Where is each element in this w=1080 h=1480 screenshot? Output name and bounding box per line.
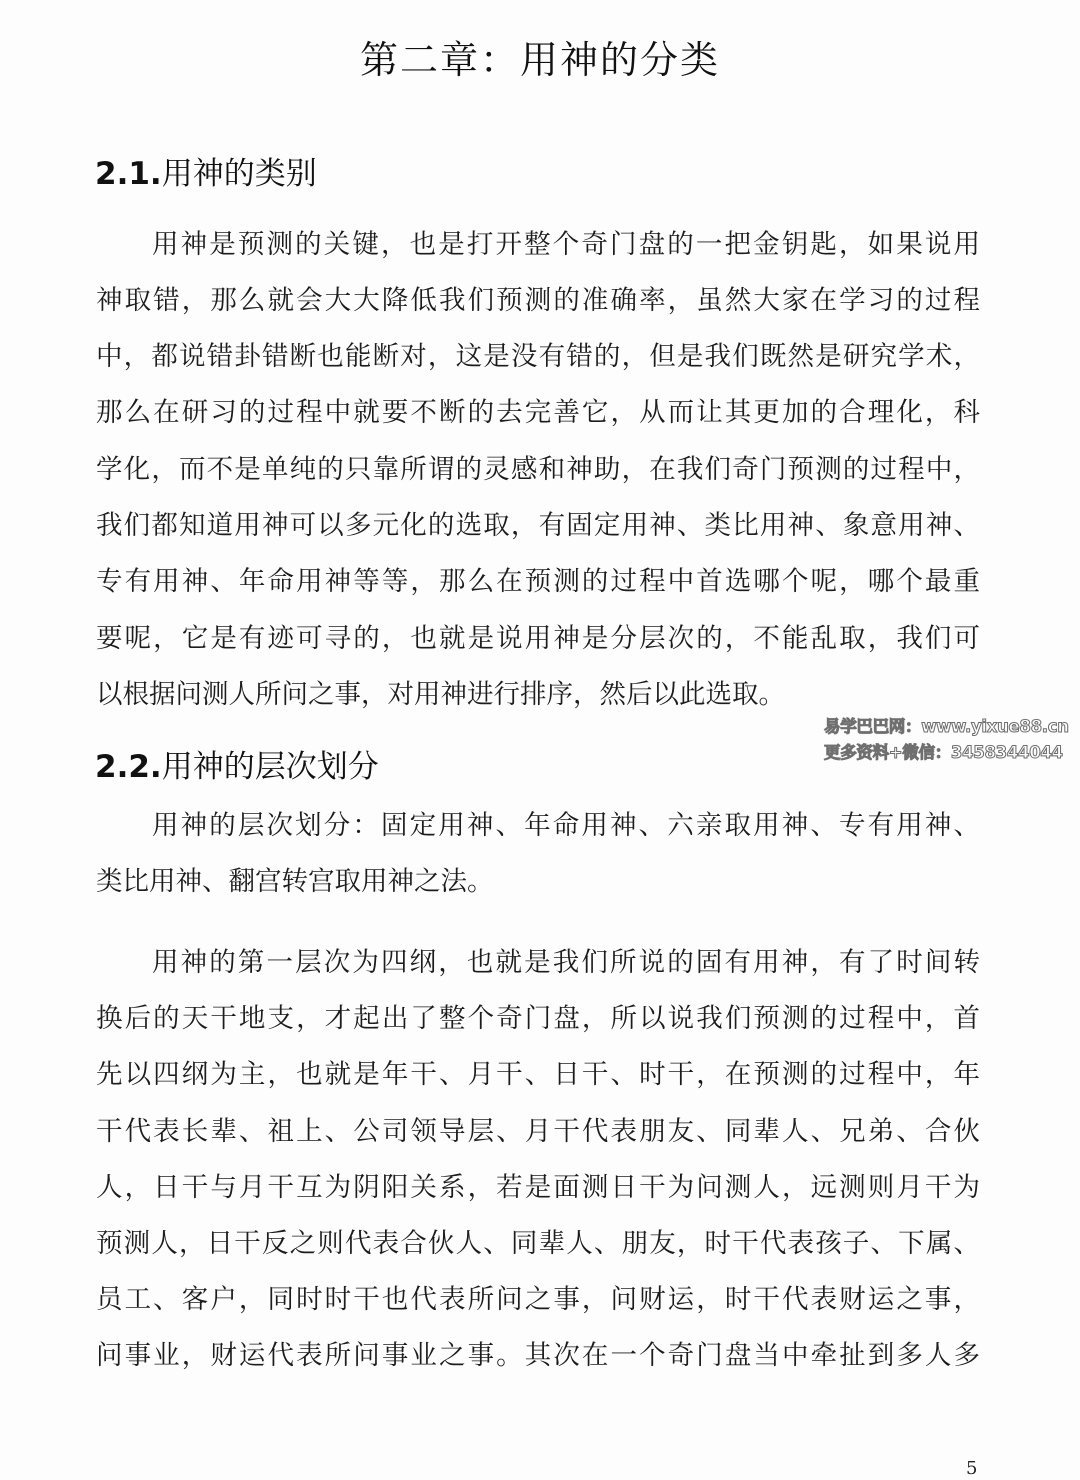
text-line: 那么在研习的过程中就要不断的去完善它，从而让其更加的合理化，科: [96, 397, 980, 428]
section-title: 用神的类别: [161, 156, 317, 192]
text-line: 人，日干与月干互为阴阳关系，若是面测日干为问测人，远测则月干为: [96, 1172, 980, 1203]
text-line: 用神的第一层次为四纲，也就是我们所说的固有用神，有了时间转: [152, 947, 980, 978]
chapter-title: 第二章：用神的分类: [359, 38, 720, 82]
text-line: 学化，而不是单纯的只靠所谓的灵感和神助，在我们奇门预测的过程中，: [96, 454, 980, 485]
text-line: 神取错，那么就会大大降低我们预测的准确率，虽然大家在学习的过程: [96, 285, 980, 316]
section-number: 2.1.: [95, 156, 162, 192]
section-heading-2-1: [95, 152, 317, 196]
text-line: 用神的层次划分：固定用神、年命用神、六亲取用神、专有用神、: [152, 810, 980, 841]
watermark-contact: 更多资料+微信：3458344044: [824, 743, 1063, 762]
page-number: 5: [966, 1458, 978, 1479]
text-line: 类比用神、翻宫转宫取用神之法。: [96, 866, 494, 897]
text-line: 我们都知道用神可以多元化的选取，有固定用神、类比用神、象意用神、: [96, 510, 980, 541]
text-line: 干代表长辈、祖上、公司领导层、月干代表朋友、同辈人、兄弟、合伙: [96, 1116, 980, 1147]
text-line: 问事业，财运代表所问事业之事。其次在一个奇门盘当中牵扯到多人多: [96, 1340, 980, 1371]
text-line: 中，都说错卦错断也能断对，这是没有错的，但是我们既然是研究学术，: [96, 341, 980, 372]
text-line: 换后的天干地支，才起出了整个奇门盘，所以说我们预测的过程中，首: [96, 1003, 980, 1034]
text-line: 预测人，日干反之则代表合伙人、同辈人、朋友，时干代表孩子、下属、: [96, 1228, 980, 1259]
text-line: 要呢，它是有迹可寻的，也就是说用神是分层次的，不能乱取，我们可: [96, 623, 980, 654]
section-heading-2-2: [95, 745, 379, 789]
text-line: 先以四纲为主，也就是年干、月干、日干、时干，在预测的过程中，年: [96, 1059, 980, 1090]
text-line: 以根据问测人所问之事，对用神进行排序，然后以此选取。: [96, 679, 785, 710]
watermark-site: 易学巴巴网：www.yixue88.cn: [824, 717, 1069, 736]
text-line: 专有用神、年命用神等等，那么在预测的过程中首选哪个呢，哪个最重: [96, 566, 980, 597]
section-title: 用神的层次划分: [161, 749, 379, 785]
text-line: 用神是预测的关键，也是打开整个奇门盘的一把金钥匙，如果说用: [152, 229, 980, 260]
section-number: 2.2.: [95, 749, 162, 785]
text-line: 员工、客户，同时时干也代表所问之事，问财运，时干代表财运之事，: [96, 1284, 980, 1315]
